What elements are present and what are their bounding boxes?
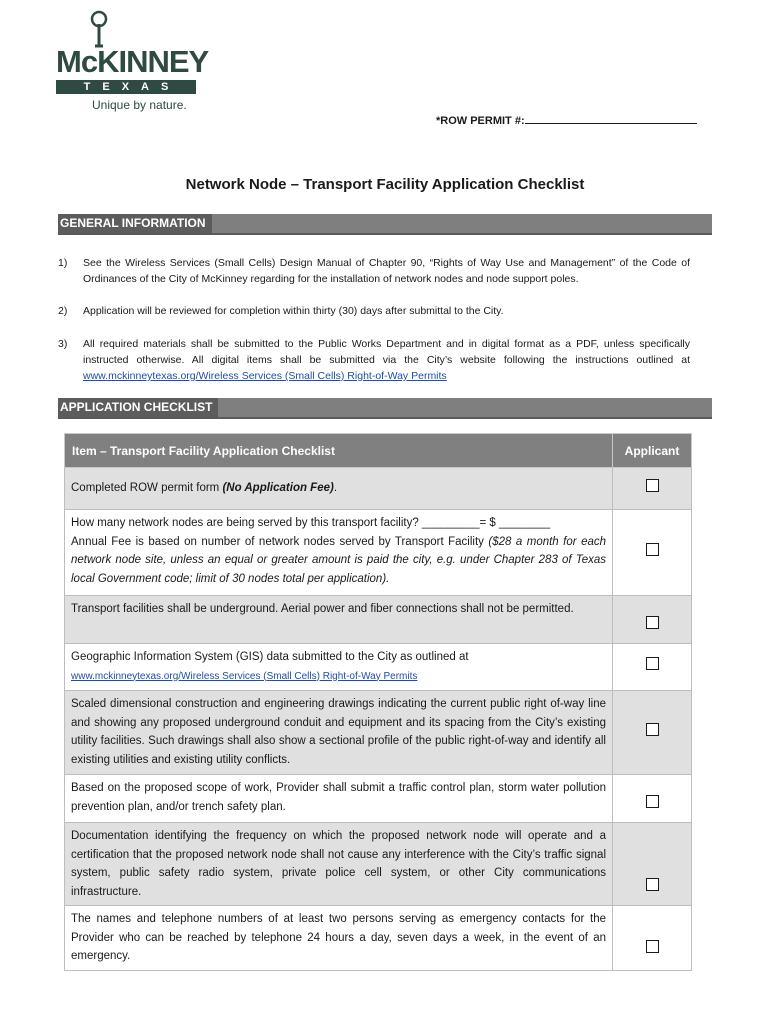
row-text: Geographic Information System (GIS) data submitted to the City as outlined at www.mckinneytexas.org/Wireless Services (Small Cells) Right-of-Way Permits <box>65 644 613 691</box>
row-text: Completed ROW permit form (No Application Fee). <box>65 468 613 510</box>
table-row <box>65 906 692 971</box>
general-info-heading: GENERAL INFORMATION <box>58 214 212 233</box>
item-text-body: All required materials shall be submitted to the Public Works Department and in digital format as a PDF, unless specifically instructed otherwise. All digital items shall be submitted via the City’s website following the instructions outlined at <box>83 338 690 366</box>
applicant-cell <box>613 510 692 596</box>
row-text: Based on the proposed scope of work, Provider shall submit a traffic control plan, storm water pollution prevention plan, and/or trench safety plan. <box>65 775 613 823</box>
item-text <box>83 336 690 384</box>
node-count-question: How many network nodes are being served by this transport facility? _________= $ ________ <box>71 517 551 529</box>
item-number: 3) <box>58 338 68 350</box>
checklist-header-row <box>65 434 692 468</box>
applicant-checkbox[interactable] <box>646 940 659 953</box>
logo-state: TEXAS <box>83 81 181 93</box>
page-title: Network Node – Transport Facility Application Checklist <box>185 176 585 193</box>
applicant-checkbox[interactable] <box>646 657 659 670</box>
checklist-table <box>64 433 692 971</box>
row-permit-label: *ROW PERMIT #: <box>436 115 525 127</box>
applicant-cell <box>613 691 692 775</box>
row-text: How many network nodes are being served by this transport facility? _________= $ ________ Annual Fee is based on number of network nodes served by Transport Facility ($28 a month for each network node site, unless an equal or greater amount is paid the city, e.g. under Chapter 283 of Texas local Government code; limit of 30 nodes total per application). <box>65 510 613 596</box>
applicant-checkbox[interactable] <box>646 723 659 736</box>
row-text: The names and telephone numbers of at least two persons serving as emergency contacts for the Provider who can be reached by telephone 24 hours a day, seven days a week, in the event of an emergency. <box>65 906 613 971</box>
table-row <box>65 691 692 775</box>
col-item-header: Item – Transport Facility Application Checklist <box>65 434 613 468</box>
col-applicant-header: Applicant <box>613 434 692 468</box>
applicant-cell <box>613 775 692 823</box>
general-info-header <box>58 214 712 235</box>
row-text: Documentation identifying the frequency on which the proposed network node will operate and a certification that the proposed network node shall not cause any interference with the City’s traffic signal system, public safety radio system, private police cell system, or other City communications infrastructure. <box>65 823 613 906</box>
item-text: Application will be reviewed for completion within thirty (30) days after submittal to the City. <box>83 305 504 317</box>
row-text: Scaled dimensional construction and engineering drawings indicating the current public right of-way line and showing any proposed underground conduit and equipment and its spacing from the City’s existing utility facilities. Such drawings shall also show a sectional profile of the public right-of-way and identify all existing utilities and existing utility conflicts. <box>65 691 613 775</box>
row-permit-line[interactable] <box>525 113 697 124</box>
wireless-permits-link[interactable]: www.mckinneytexas.org/Wireless Services (Small Cells) Right-of-Way Permits <box>83 370 447 382</box>
applicant-checkbox[interactable] <box>646 543 659 556</box>
item-number: 2) <box>58 305 68 317</box>
applicant-checkbox[interactable] <box>646 479 659 492</box>
table-row <box>65 510 692 596</box>
general-item-2 <box>58 303 690 319</box>
general-item-3 <box>58 336 690 384</box>
applicant-cell <box>613 906 692 971</box>
mckinney-logo <box>56 10 209 112</box>
applicant-cell <box>613 644 692 691</box>
general-item-1 <box>58 255 690 287</box>
applicant-cell <box>613 468 692 510</box>
tree-icon <box>86 10 112 48</box>
gis-permits-link[interactable]: www.mckinneytexas.org/Wireless Services (Small Cells) Right-of-Way Permits <box>71 670 418 682</box>
applicant-checkbox[interactable] <box>646 878 659 891</box>
row-text: Transport facilities shall be underground. Aerial power and fiber connections shall not be permitted. <box>65 596 613 644</box>
table-row <box>65 468 692 510</box>
applicant-checkbox[interactable] <box>646 616 659 629</box>
table-row <box>65 775 692 823</box>
logo-tagline: Unique by nature. <box>92 98 187 112</box>
logo-wordmark: McKINNEY <box>56 44 209 79</box>
table-row <box>65 823 692 906</box>
application-checklist-heading: APPLICATION CHECKLIST <box>58 398 218 417</box>
applicant-cell <box>613 596 692 644</box>
table-row <box>65 596 692 644</box>
applicant-checkbox[interactable] <box>646 795 659 808</box>
table-row <box>65 644 692 691</box>
row-permit-field[interactable] <box>436 113 697 127</box>
application-checklist-header <box>58 398 712 419</box>
applicant-cell <box>613 823 692 906</box>
item-number: 1) <box>58 257 68 269</box>
item-text: See the Wireless Services (Small Cells) Design Manual of Chapter 90, “Rights of Way Use and Management” of the Code of Ordinances of the City of McKinney regarding for the installation of network nodes and node support poles. <box>83 257 690 285</box>
